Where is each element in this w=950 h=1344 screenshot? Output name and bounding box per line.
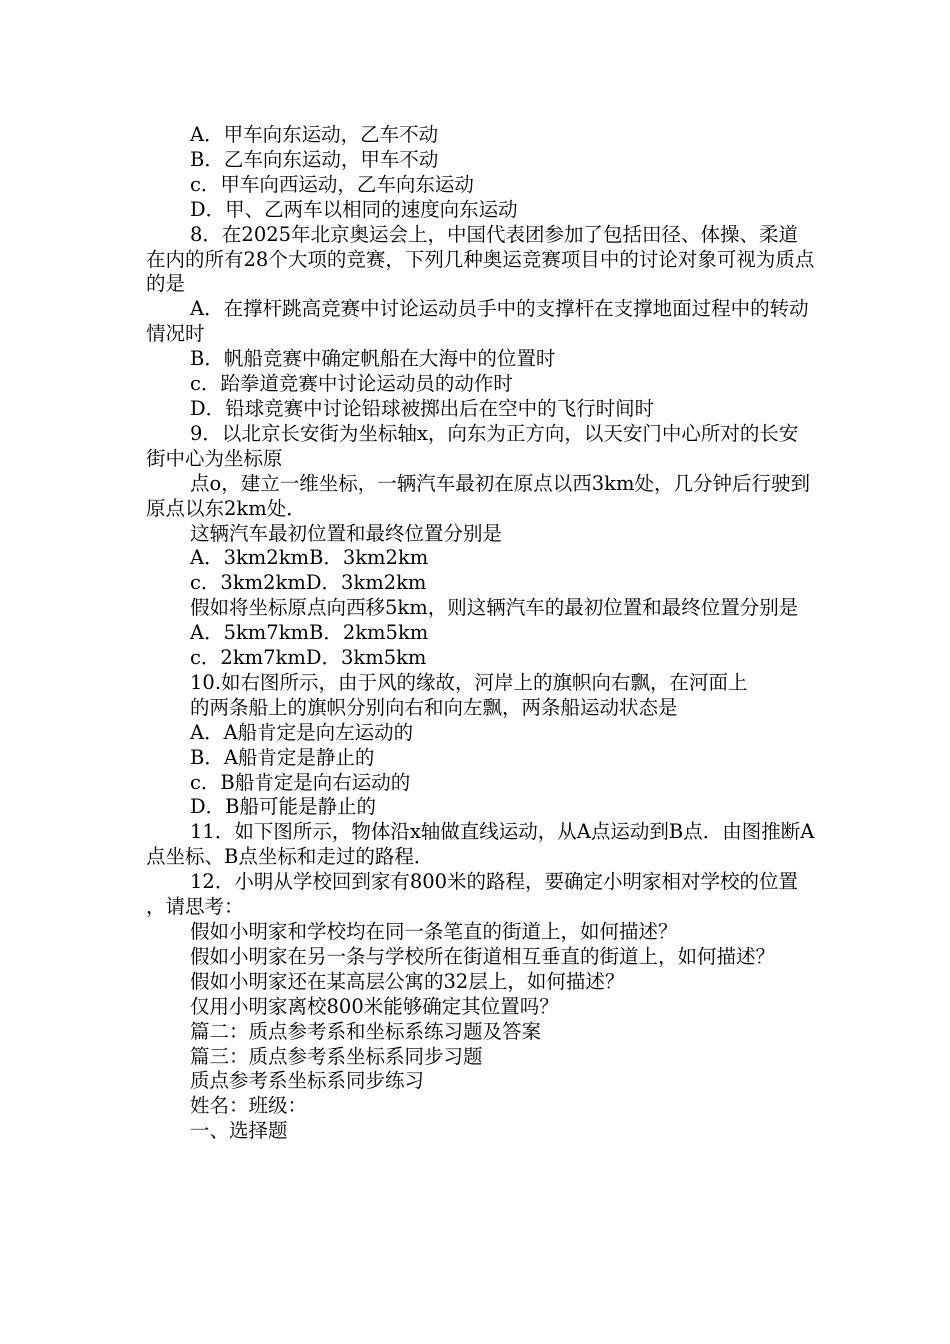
option-c-q10: c．B船肯定是向右运动的	[190, 770, 411, 794]
option-d-q8: D．铅球竞赛中讨论铅球被掷出后在空中的飞行时间时	[190, 396, 655, 420]
option-a-q7: A．甲车向东运动，乙车不动	[190, 123, 439, 146]
question-12-part-1: 假如小明家和学校均在同一条笔直的街道上，如何描述？	[190, 920, 678, 943]
option-b-q10: B．A船肯定是静止的	[190, 745, 375, 769]
options-cd-q9-2: c．2km7kmD．3km5km	[190, 646, 427, 670]
question-12-part-3: 假如小明家还在某高层公寓的32层上，如何描述？	[190, 969, 625, 993]
section-heading-3: 篇三：质点参考系坐标系同步习题	[190, 1044, 483, 1068]
option-a-q10: A．A船肯定是向左运动的	[190, 720, 414, 744]
question-11: 11．如下图所示，物体沿x轴做直线运动，从A点运动到B点．由图推断A点坐标、B点坐标和走过的路程．	[146, 820, 815, 869]
multiple-choice-heading: 一、选择题	[190, 1119, 288, 1143]
option-d-q10: D．B船可能是静止的	[190, 795, 376, 819]
options-ab-q9-2: A．5km7kmB．2km5km	[190, 621, 429, 645]
question-12-part-4: 仅用小明家离校800米能够确定其位置吗？	[190, 994, 559, 1018]
question-12-part-2: 假如小明家在另一条与学校所在街道相互垂直的街道上，如何描述？	[190, 944, 776, 968]
question-9-prompt-2: 假如将坐标原点向西移5km，则这辆汽车的最初位置和最终位置分别是	[190, 596, 799, 620]
question-9-prompt-1: 这辆汽车最初位置和最终位置分别是	[190, 521, 503, 545]
option-b-q7: B．乙车向东运动，甲车不动	[190, 147, 439, 171]
option-a-q8: A．在撑杆跳高竞赛中讨论运动员手中的支撑杆在支撑地面过程中的转动情况时	[146, 297, 809, 346]
question-9: 9．以北京长安街为坐标轴x，向东为正方向，以天安门中心所对的长安街中心为坐标原	[146, 421, 799, 470]
question-10-continued: 的两条船上的旗帜分别向右和向左飘，两条船运动状态是	[190, 695, 678, 719]
options-ab-q9-1: A．3km2kmB．3km2km	[190, 546, 429, 570]
exercise-title: 质点参考系坐标系同步练习	[190, 1069, 425, 1093]
question-9-continued: 点o，建立一维坐标，一辆汽车最初在原点以西3km处，几分钟后行驶到原点以东2km处．	[146, 471, 810, 520]
question-8: 8．在2025年北京奥运会上，中国代表团参加了包括田径、体操、柔道在内的所有28个大项的竞赛，下列几种奥运竞赛项目中的讨论对象可视为质点的是	[146, 222, 815, 296]
option-c-q7: c．甲车向西运动，乙车向东运动	[190, 172, 474, 196]
section-heading-2: 篇二：质点参考系和坐标系练习题及答案	[190, 1019, 542, 1043]
options-cd-q9-1: c．3km2kmD．3km2km	[190, 571, 427, 595]
option-b-q8: B．帆船竞赛中确定帆船在大海中的位置时	[190, 347, 556, 371]
option-c-q8: c．跆拳道竞赛中讨论运动员的动作时	[190, 372, 513, 396]
question-10: 10.如右图所示，由于风的缘故，河岸上的旗帜向右飘，在河面上	[190, 670, 748, 694]
option-d-q7: D．甲、乙两车以相同的速度向东运动	[190, 197, 518, 221]
question-12: 12．小明从学校回到家有800米的路程，要确定小明家相对学校的位置，请思考：	[146, 870, 799, 919]
name-class-line: 姓名：班级：	[190, 1094, 308, 1118]
document-body	[146, 123, 816, 1144]
